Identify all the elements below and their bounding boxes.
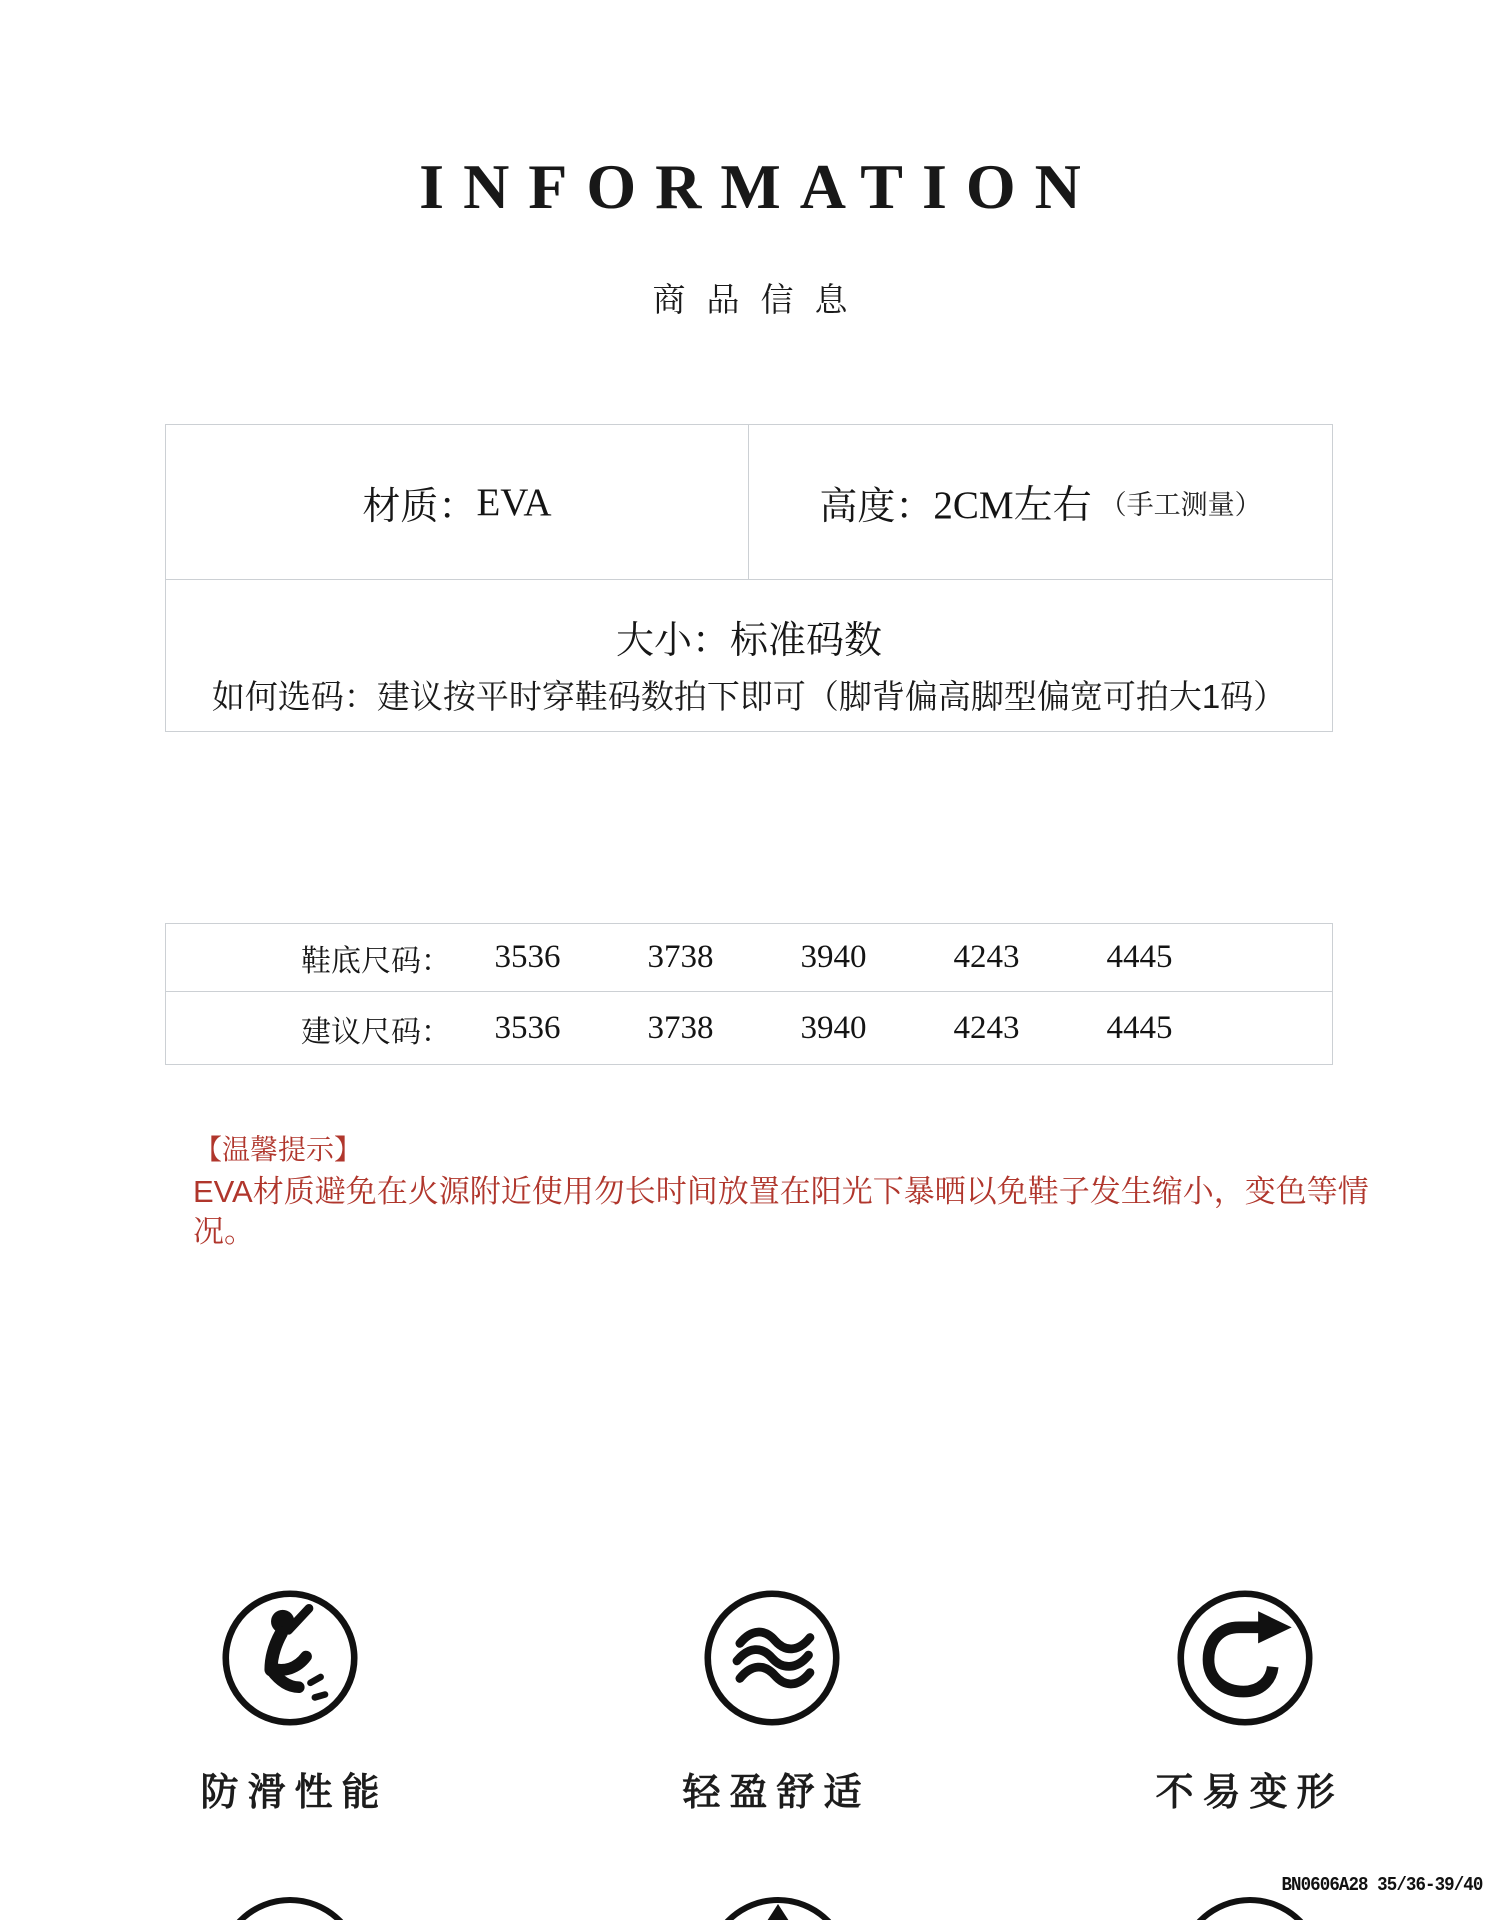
suggest-size-row bbox=[166, 992, 1332, 1065]
height-label: 高度： bbox=[819, 485, 934, 528]
sole-size-row bbox=[166, 924, 1332, 992]
sole-size-value: 4243 bbox=[953, 939, 1020, 975]
size-table bbox=[165, 923, 1333, 1065]
feature-label: 防滑性能 bbox=[200, 1772, 389, 1814]
slip-warning-icon bbox=[217, 1585, 363, 1731]
suggest-size-value: 3738 bbox=[647, 1010, 714, 1046]
product-code: BN0606A28 35/36-39/40 bbox=[1281, 1874, 1482, 1896]
size-standard-text: 大小：标准码数 bbox=[615, 620, 882, 662]
bottom-row-triangle-glyph bbox=[767, 1904, 789, 1920]
material-value: EVA bbox=[476, 480, 552, 524]
suggest-size-value: 4445 bbox=[1106, 1010, 1173, 1046]
sole-size-value: 4445 bbox=[1106, 939, 1173, 975]
sole-size-label: 鞋底尺码： bbox=[301, 944, 451, 978]
height-cell bbox=[749, 425, 1332, 579]
suggest-size-value: 3940 bbox=[800, 1010, 867, 1046]
sole-size-value: 3738 bbox=[647, 939, 714, 975]
feature-label: 轻盈舒适 bbox=[682, 1772, 871, 1814]
sole-size-value: 3940 bbox=[800, 939, 867, 975]
suggest-size-value: 4243 bbox=[953, 1010, 1020, 1046]
info-table-row-1 bbox=[166, 425, 1332, 580]
feature-label: 不易变形 bbox=[1155, 1772, 1344, 1814]
suggest-size-label: 建议尺码： bbox=[301, 1015, 451, 1049]
sole-size-value: 3536 bbox=[494, 939, 561, 975]
feature-anti-slip bbox=[200, 1585, 389, 1814]
height-note: （手工测量） bbox=[1099, 489, 1262, 520]
bottom-row-circle-icon bbox=[1177, 1897, 1323, 1920]
feature-shape-retention bbox=[1155, 1585, 1344, 1814]
size-help-text: 如何选码：建议按平时穿鞋码数拍下即可（脚背偏高脚型偏宽可拍大1码） bbox=[211, 678, 1287, 715]
page-title: INFORMATION bbox=[419, 151, 1100, 222]
suggest-size-value: 3536 bbox=[494, 1010, 561, 1046]
material-label: 材质： bbox=[362, 485, 477, 528]
material-cell bbox=[166, 425, 749, 579]
info-table-row-2 bbox=[166, 618, 1332, 770]
notice-title: 【温馨提示】 bbox=[194, 1134, 363, 1165]
notice-body: EVA材质避免在火源附近使用勿长时间放置在阳光下暴晒以免鞋子发生缩小，变色等情况。 bbox=[193, 1174, 1369, 1249]
waves-icon bbox=[699, 1585, 845, 1731]
bottom-row-circle-icon bbox=[217, 1897, 363, 1920]
info-table bbox=[165, 424, 1333, 732]
height-value: 2CM左右 bbox=[933, 484, 1092, 527]
rotate-arrow-icon bbox=[1172, 1585, 1318, 1731]
page-subtitle: 商品信息 bbox=[652, 281, 869, 318]
feature-lightweight bbox=[682, 1585, 871, 1814]
